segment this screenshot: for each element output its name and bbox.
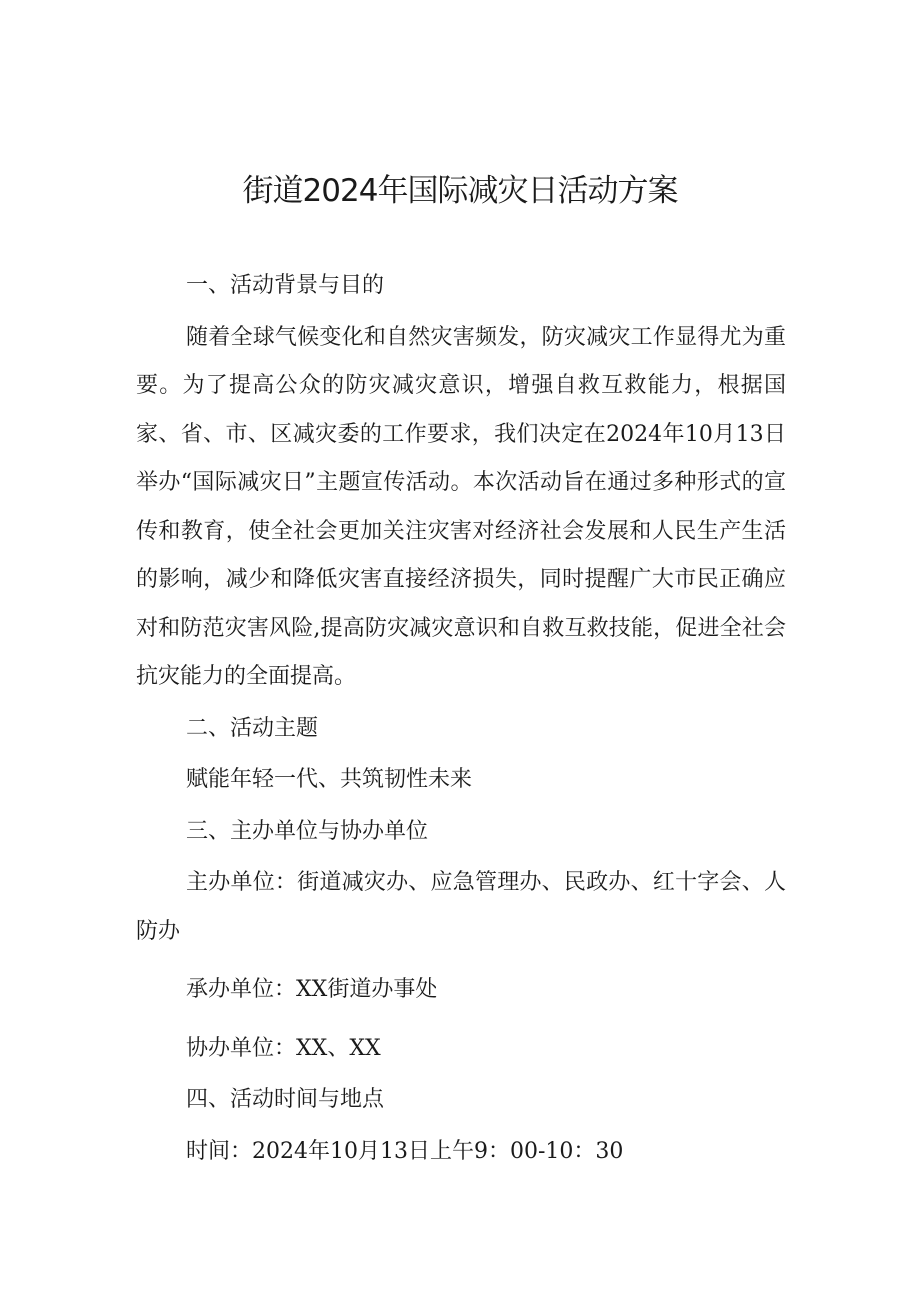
section-heading-units: 三、主办单位与协办单位 [186, 818, 429, 844]
section-heading-time-place: 四、活动时间与地点 [186, 1087, 385, 1112]
section-heading-background: 一、活动背景与目的 [186, 273, 385, 298]
paragraph-host-units: 主办单位：街道减灾办、应急管理办、民政办、红十字会、人防办 [136, 870, 786, 944]
document-title: 街道2024年国际减灾日活动方案 [242, 173, 678, 209]
paragraph-theme: 赋能年轻一代、共筑韧性未来 [186, 767, 473, 792]
paragraph-coorganizer-units: 协办单位：XX、XX [186, 1035, 381, 1061]
paragraph-organizer-unit: 承办单位：XX街道办事处 [186, 977, 438, 1002]
paragraph-time: 时间：2024年10月13日上午9：00-10：30 [186, 1138, 624, 1164]
section-heading-theme: 二、活动主题 [186, 715, 319, 741]
paragraph-background: 随着全球气候变化和自然灾害频发，防灾减灾工作显得尤为重要。为了提高公众的防灾减灾意识，增强自救互救能力，根据国家、省、市、区减灾委的工作要求，我们决定在2024年10月13日举办“国际减灾日”主题宣传活动。本次活动旨在通过多种形式的宣传和教育，使全社会更加关注灾害对经济社会发展和人民生产生活的影响，减少和降低灾害直接经济损失，同时提醒广大市民正确应对和防范灾害风险,提高防灾减灾意识和自救互救技能，促进全社会抗灾能力的全面提高。 [136, 324, 786, 689]
document-body [136, 262, 786, 1176]
